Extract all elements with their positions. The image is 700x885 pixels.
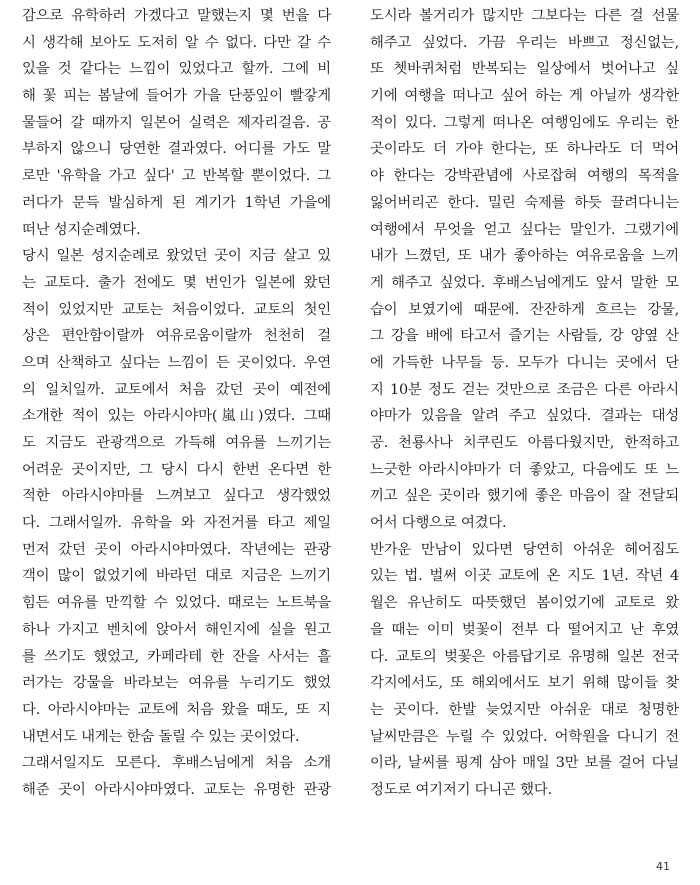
text-line: 해 꽃 피는 봄날에 들어가 가을 단풍잎이 빨갛게 xyxy=(22,88,331,105)
text-line: 있을 것 같다는 느낌이 있었다고 할까. 그에 비 xyxy=(22,61,331,78)
text-line: 있는 법. 벌써 이곳 교토에 온 지도 1년. 작년 4 xyxy=(370,568,679,585)
text-line: 러다가 문득 발심하게 된 계기가 1학년 가을에 xyxy=(22,194,331,211)
text-line: 소개한 적이 있는 아라시야마(嵐山)였다. 그때 xyxy=(22,408,331,425)
text-line: 으며 산책하고 싶다는 느낌이 든 곳이었다. 우연 xyxy=(22,354,331,371)
text-line: 에 가득한 나무들 등. 모두가 다니는 곳에서 단 xyxy=(370,354,679,371)
text-line: 힘든 여유를 만끽할 수 있었다. 때로는 노트북을 xyxy=(22,595,331,612)
text-line: 먼저 갔던 곳이 아라시야마였다. 작년에는 관광 xyxy=(22,541,331,558)
text-line: 물들어 갈 때까지 일본어 실력은 제자리걸음. 공 xyxy=(22,114,331,131)
text-line: 도 지금도 관광객으로 가득해 여유를 느끼기는 xyxy=(22,435,331,451)
text-line: 해주고 싶었다. 가끔 우리는 바쁘고 정신없는, xyxy=(370,34,679,51)
text-line: 내면서도 내게는 한숨 돌릴 수 있는 곳이었다. xyxy=(22,728,300,745)
text-line: 해준 곳이 아라시야마였다. 교토는 유명한 관광 xyxy=(22,781,331,798)
text-line: 도시라 볼거리가 많지만 그보다는 다른 걸 선물 xyxy=(370,8,679,24)
text-line: 잃어버리곤 한다. 밀린 숙제를 하듯 끌려다니는 xyxy=(370,194,679,211)
text-line: 당시 일본 성지순례로 왔었던 곳이 지금 살고 있 xyxy=(22,248,331,265)
text-line: 습이 보였기에 때문에. 잔잔하게 흐르는 강물, xyxy=(370,301,679,318)
left-text-column xyxy=(22,0,331,804)
text-line: 그래서일지도 모른다. 후배스님에게 처음 소개 xyxy=(22,755,331,772)
text-line: 정도로 여기저기 다니곤 했다. xyxy=(370,781,552,798)
text-line: 의 일치일까. 교토에서 처음 갔던 곳이 예전에 xyxy=(22,381,331,398)
text-line: 는 곳이다. 한발 늦었지만 아쉬운 대로 청명한 xyxy=(370,701,679,718)
text-line: 그 강을 배에 타고서 즐기는 사람들, 강 양옆 산 xyxy=(370,328,679,345)
right-text-column xyxy=(370,0,679,804)
text-line: 을 때는 이미 벚꽃이 전부 다 떨어지고 난 후였 xyxy=(370,621,679,638)
text-line: 로만 '유학을 가고 싶다' 고 반복할 뿐이었다. 그 xyxy=(22,168,331,185)
text-line: 반가운 만남이 있다면 당연히 아쉬운 헤어짐도 xyxy=(370,541,679,558)
text-line: 다. 아라시야마는 교토에 처음 왔을 때도, 또 지 xyxy=(22,701,331,718)
text-line: 공. 천룡사나 치쿠린도 아름다웠지만, 한적하고 xyxy=(370,435,679,451)
text-line: 기에 여행을 떠나고 싶어 하는 게 아닐까 생각한 xyxy=(370,88,679,105)
text-line: 러가는 강물을 바라보는 여유를 누리기도 했었 xyxy=(22,675,331,692)
text-line: 곳이라도 더 가야 한다는, 또 하나라도 더 먹어 xyxy=(370,141,679,158)
text-line: 시 생각해 보아도 도저히 알 수 없다. 다만 갈 수 xyxy=(22,34,331,51)
text-line: 야 한다는 강박관념에 사로잡혀 여행의 목적을 xyxy=(370,168,679,185)
text-line: 각지에서도, 또 해외에서도 보기 위해 많이들 찾 xyxy=(370,675,679,692)
text-line: 어서 다행으로 여겼다. xyxy=(370,515,507,532)
text-line: 월은 유난히도 따뜻했던 봄이었기에 교토로 왔 xyxy=(370,595,679,612)
text-line: 느긋한 아라시야마가 더 좋았고, 다음에도 또 느 xyxy=(370,461,679,478)
text-line: 감으로 유학하러 가겠다고 말했는지 몇 번을 다 xyxy=(22,8,331,24)
page-number: 41 xyxy=(656,860,670,873)
text-line: 지 10분 정도 걷는 것만으로 조금은 다른 아라시 xyxy=(370,381,679,398)
text-line: 내가 느꼈던, 또 내가 좋아하는 여유로움을 느끼 xyxy=(370,248,679,265)
text-line: 이라, 날씨를 핑계 삼아 매일 3만 보를 걸어 다닐 xyxy=(370,755,679,772)
text-line: 다. 교토의 벚꽃은 아름답기로 유명해 일본 전국 xyxy=(370,648,679,665)
text-line: 떠난 성지순례였다. xyxy=(22,221,141,238)
text-line: 게 해주고 싶었다. 후배스님에게도 앞서 말한 모 xyxy=(370,274,679,291)
text-line: 적이 있었지만 교토는 처음이었다. 교토의 첫인 xyxy=(22,301,331,318)
text-line: 끼고 싶은 곳이라 했기에 좋은 마음이 잘 전달되 xyxy=(370,488,679,505)
text-line: 어려운 곳이지만, 그 당시 다시 한번 온다면 한 xyxy=(22,461,331,478)
text-line: 하나 가지고 벤치에 앉아서 해인지에 실을 원고 xyxy=(22,621,331,638)
text-line: 객이 많이 없었기에 바라던 대로 지금은 느끼기 xyxy=(22,568,331,585)
text-line: 날씨만큼은 누릴 수 있었다. 어학원을 다니기 전 xyxy=(370,728,679,745)
text-line: 는 교토다. 출가 전에도 몇 번인가 일본에 왔던 xyxy=(22,274,331,291)
text-line: 상은 편안함이랄까 여유로움이랄까 천천히 걸 xyxy=(22,328,331,345)
text-line: 또 쳇바퀴처럼 반복되는 일상에서 벗어나고 싶 xyxy=(370,61,679,78)
text-line: 야마가 있음을 알려 주고 싶었다. 결과는 대성 xyxy=(370,408,679,425)
text-line: 다. 그래서일까. 유학을 와 자전거를 타고 제일 xyxy=(22,515,331,532)
text-line: 부하지 않으니 당연한 결과였다. 어디를 가도 말 xyxy=(22,141,331,158)
text-line: 여행에서 무엇을 얻고 싶다는 말인가. 그랬기에 xyxy=(370,221,679,238)
text-line: 를 쓰기도 했었고, 카페라테 한 잔을 사서는 흘 xyxy=(22,648,331,665)
text-line: 적이 있다. 그렇게 떠나온 여행임에도 우리는 한 xyxy=(370,114,679,131)
text-line: 적한 아라시야마를 느껴보고 싶다고 생각했었 xyxy=(22,488,331,505)
